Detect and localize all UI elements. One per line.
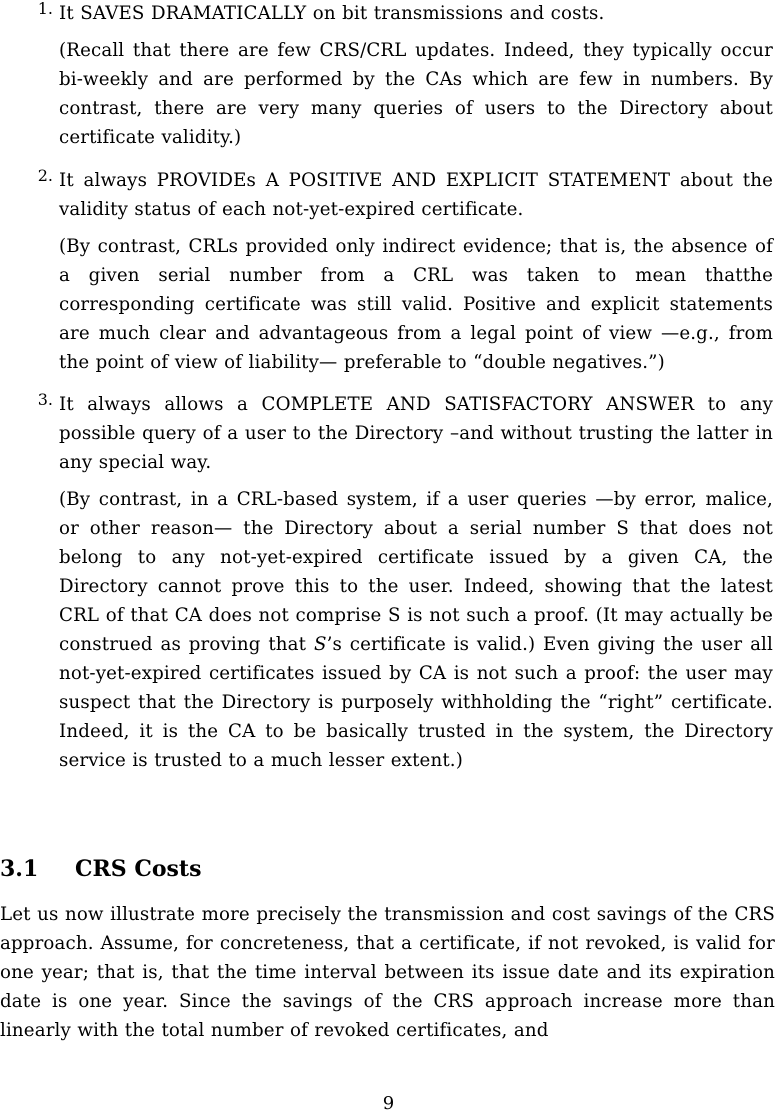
list-item-lead: It always allows a COMPLETE AND SATISFACTORY ANSWER to any possible query of a user to the Directory –and without trusting the latter in any special way.	[59, 394, 773, 473]
parenthetical-text-before: (By contrast, in a CRL-based system, if a user queries —by error, malice, or other reason— the Directory about a serial number S that does not belong to any not-yet-expired certificate issued by a given CA, the Directory cannot prove this to the user. Indeed, showing that the latest CRL of that CA does not comprise S is not such a proof. (It may actually be construed as proving that	[59, 489, 773, 655]
list-item-parenthetical	[59, 485, 773, 775]
list-item-number: 1.	[37, 0, 53, 18]
list-item-lead: It SAVES DRAMATICALLY on bit transmissions and costs.	[59, 3, 605, 24]
list-item-parenthetical: (By contrast, CRLs provided only indirect evidence; that is, the absence of a given serial number from a CRL was taken to mean thatthe corresponding certificate was still valid. Positive and explicit statements are much clear and advantageous from a legal point of view —e.g., from the point of view of liability— preferable to “double negatives.”)	[59, 236, 773, 373]
parenthetical-text-after: ’s certificate is valid.) Even giving the user all not-yet-expired certificates issued by CA is not such a proof: the user may suspect that the Directory is purposely withholding the “right” certificate. Indeed, it is the CA to be basically trusted in the system, the Directory service is trusted to a much lesser extent.)	[59, 634, 773, 771]
body-paragraph-container	[0, 900, 775, 1045]
list-item	[37, 0, 773, 152]
section-heading	[0, 852, 777, 886]
list-item-number: 3.	[37, 390, 53, 409]
section-title: CRS Costs	[75, 856, 202, 882]
math-symbol-s: S	[313, 634, 327, 655]
section-number: 3.1	[0, 856, 39, 882]
list-item	[37, 166, 773, 377]
page-number: 9	[382, 1093, 395, 1114]
list-item-parenthetical: (Recall that there are few CRS/CRL updates. Indeed, they typically occur bi-weekly and are performed by the CAs which are few in numbers. By contrast, there are very many queries of users to the Directory about certificate validity.)	[59, 40, 773, 148]
list-item-number: 2.	[37, 166, 53, 185]
list-item	[37, 390, 773, 775]
list-item-lead: It always PROVIDEs A POSITIVE AND EXPLICIT STATEMENT about the validity status of each not-yet-expired certificate.	[59, 170, 773, 220]
body-paragraph: Let us now illustrate more precisely the transmission and cost savings of the CRS approach. Assume, for concreteness, that a certificate, if not revoked, is valid for one year; that is, that the time interval between its issue date and its expiration date is one year. Since the savings of the CRS approach increase more than linearly with the total number of revoked certificates, and	[0, 904, 775, 1041]
